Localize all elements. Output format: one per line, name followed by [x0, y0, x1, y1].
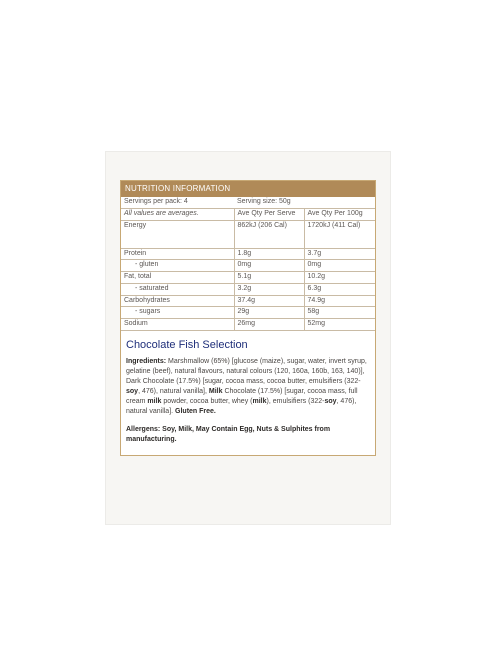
ingredients-part: Chocolate (17.5%) [sugar, cocoa mass, full cream: [126, 387, 358, 405]
row-fat-total: [121, 272, 375, 284]
ingredients-part: powder, cocoa butter, whey (: [161, 397, 253, 405]
row-value-serve: 5.1g: [234, 272, 304, 284]
allergen-soy: soy: [126, 387, 139, 395]
row-value-100g: 74.9g: [304, 295, 375, 307]
allergen-soy: soy: [324, 397, 337, 405]
ingredients-part: Marshmallow (65%) [glucose (maize), sugar, water, invert syrup, gelatine (beef), natural flavours, natural colours (120, 160a, 160b, 163, 140)], Dark Chocolate (17.5%) [sugar, cocoa mass, cocoa butter, emulsifiers (322-: [126, 357, 367, 385]
col-per-serve: Ave Qty Per Serve: [234, 208, 304, 220]
row-sodium: [121, 319, 375, 330]
row-value-100g: 1720kJ (411 Cal): [304, 220, 375, 248]
row-saturated: [121, 283, 375, 295]
ingredients-text: [126, 357, 370, 417]
row-energy: [121, 220, 375, 248]
product-info: [121, 330, 375, 455]
allergen-milk: milk: [147, 397, 162, 405]
serving-size: Serving size: 50g: [237, 198, 291, 205]
averages-note: All values are averages.: [121, 208, 234, 220]
row-value-100g: 52mg: [304, 319, 375, 330]
row-label: Carbohydrates: [121, 295, 234, 307]
row-label: Sodium: [121, 319, 234, 330]
row-value-100g: 3.7g: [304, 248, 375, 260]
allergen-milk: milk: [252, 397, 267, 405]
nutrition-panel: [120, 180, 376, 456]
product-card: [106, 152, 390, 524]
ingredients-part: , 476), natural vanilla],: [138, 387, 209, 395]
row-label: - sugars: [121, 307, 234, 319]
row-value-serve: 29g: [234, 307, 304, 319]
column-header-row: [121, 208, 375, 220]
row-value-100g: 6.3g: [304, 283, 375, 295]
row-value-100g: 58g: [304, 307, 375, 319]
row-value-serve: 37.4g: [234, 295, 304, 307]
servings-per-pack: Servings per pack: 4: [124, 198, 188, 205]
allergen-milk: Milk: [208, 387, 223, 395]
row-carbohydrates: [121, 295, 375, 307]
ingredients-label: Ingredients:: [126, 357, 167, 365]
row-value-serve: 26mg: [234, 319, 304, 330]
allergens-statement: Allergens: Soy, Milk, May Contain Egg, Nuts & Sulphites from manufacturing.: [126, 425, 331, 443]
ingredients-part: , 476), natural vanilla].: [126, 397, 357, 415]
row-label: Protein: [121, 248, 234, 260]
panel-header: NUTRITION INFORMATION: [121, 181, 375, 197]
row-protein: [121, 248, 375, 260]
ingredients-part: ), emulsifiers (322-: [266, 397, 325, 405]
row-value-100g: 10.2g: [304, 272, 375, 284]
row-label: - saturated: [121, 283, 234, 295]
row-value-serve: 1.8g: [234, 248, 304, 260]
row-label: Fat, total: [121, 272, 234, 284]
row-value-serve: 3.2g: [234, 283, 304, 295]
row-label: - gluten: [121, 260, 234, 272]
servings-row: [121, 197, 375, 208]
gluten-free-label: Gluten Free.: [175, 407, 216, 415]
row-value-100g: 0mg: [304, 260, 375, 272]
row-value-serve: 0mg: [234, 260, 304, 272]
row-value-serve: 862kJ (206 Cal): [234, 220, 304, 248]
nutrition-table: [121, 197, 375, 330]
col-per-100g: Ave Qty Per 100g: [304, 208, 375, 220]
row-gluten: [121, 260, 375, 272]
product-title: Chocolate Fish Selection: [126, 338, 248, 351]
row-sugars: [121, 307, 375, 319]
row-label: Energy: [121, 220, 234, 248]
